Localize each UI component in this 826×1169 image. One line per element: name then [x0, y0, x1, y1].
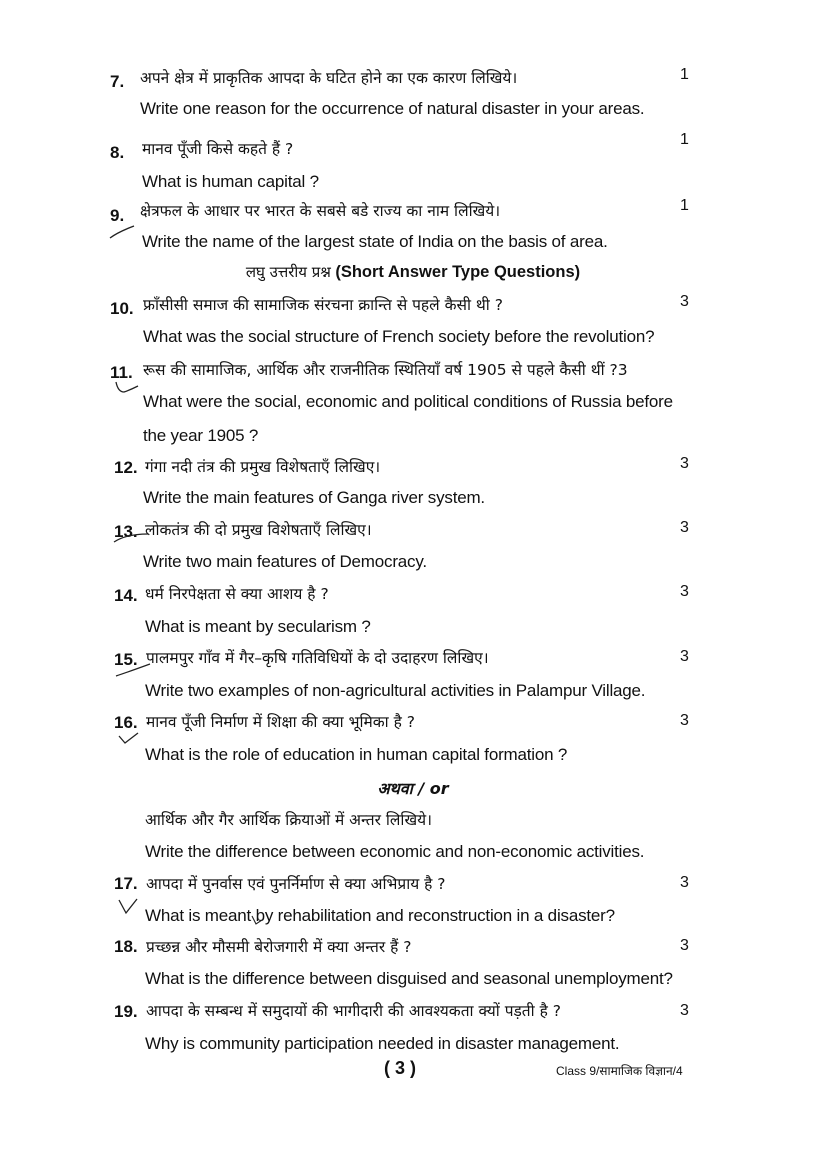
check-mark-icon [116, 730, 142, 748]
question-marks: 3 [680, 583, 689, 600]
question-english: Write two examples of non-agricultural activities in Palampur Village. [145, 681, 646, 700]
question-english: Write the main features of Ganga river system. [143, 488, 485, 507]
question-hindi: क्षेत्रफल के आधार पर भारत के सबसे बडे राज्य का नाम लिखिये। [140, 202, 501, 220]
or-question-hindi: आर्थिक और गैर आर्थिक क्रियाओं में अन्तर लिखिये। [145, 811, 432, 829]
check-mark-icon [116, 896, 140, 918]
question-english: What were the social, economic and political conditions of Russia before [143, 392, 673, 411]
question-marks: 3 [680, 1002, 689, 1019]
question-marks: 3 [680, 648, 689, 665]
or-label: अथवा / or [377, 779, 449, 798]
question-hindi: मानव पूँजी किसे कहते हैं ? [142, 140, 294, 158]
question-hindi: गंगा नदी तंत्र की प्रमुख विशेषताएँ लिखिए। [145, 458, 381, 476]
pen-mark-icon [112, 376, 142, 398]
question-number: 16. [114, 713, 138, 732]
question-hindi: लोकतंत्र की दो प्रमुख विशेषताएँ लिखिए। [145, 521, 372, 539]
pen-mark-icon [250, 914, 266, 926]
question-number: 18. [114, 937, 138, 956]
question-english: What is the difference between disguised and seasonal unemployment? [145, 969, 673, 988]
question-english: Write one reason for the occurrence of natural disaster in your areas. [140, 99, 645, 118]
question-number: 17. [114, 874, 138, 893]
question-number: 10. [110, 299, 134, 318]
question-marks: 3 [680, 293, 689, 310]
question-english: What was the social structure of French society before the revolution? [143, 327, 655, 346]
question-english: Write the name of the largest state of India on the basis of area. [142, 232, 608, 251]
question-hindi: अपने क्षेत्र में प्राकृतिक आपदा के घटित होने का एक कारण लिखिये। [140, 69, 518, 87]
question-number: 14. [114, 586, 138, 605]
question-number: 15. [114, 650, 138, 669]
question-marks: 3 [680, 874, 689, 891]
question-english: What is the role of education in human capital formation ? [145, 745, 568, 764]
pen-mark-icon [108, 222, 138, 242]
question-english: What is meant by rehabilitation and reconstruction in a disaster? [145, 906, 615, 925]
question-marks: 3 [680, 519, 689, 536]
page-number: ( 3 ) [384, 1058, 417, 1078]
question-hindi: धर्म निरपेक्षता से क्या आशय है ? [145, 585, 329, 603]
question-marks: 3 [680, 937, 689, 954]
pen-mark-icon [112, 528, 152, 548]
question-hindi: पालमपुर गाँव में गैर–कृषि गतिविधियों के दो उदाहरण लिखिए। [146, 649, 489, 667]
question-marks: 3 [680, 712, 689, 729]
question-english-continued: the year 1905 ? [143, 426, 259, 445]
question-english: Why is community participation needed in disaster management. [145, 1034, 620, 1053]
question-hindi: आपदा में पुनर्वास एवं पुनर्निर्माण से क्या अभिप्राय है ? [146, 875, 446, 893]
question-hindi: फ्राँसीसी समाज की सामाजिक संरचना क्रान्ति से पहले कैसी थी ? [143, 296, 503, 314]
question-number: 9. [110, 206, 125, 225]
question-english: What is human capital ? [142, 172, 319, 191]
question-marks: 1 [680, 66, 689, 83]
question-number: 8. [110, 143, 125, 162]
question-marks: 1 [680, 131, 689, 148]
question-number: 19. [114, 1002, 138, 1021]
question-english: Write two main features of Democracy. [143, 552, 427, 571]
question-number: 7. [110, 72, 125, 91]
section-heading [0, 262, 826, 282]
question-number: 11. [110, 363, 133, 382]
question-hindi: प्रच्छन्न और मौसमी बेरोजगारी में क्या अन्तर हैं ? [146, 938, 412, 956]
section-heading-english: (Short Answer Type Questions) [335, 263, 581, 281]
question-marks: 3 [680, 455, 689, 472]
pen-mark-icon [112, 660, 152, 682]
question-hindi: आपदा के सम्बन्ध में समुदायों की भागीदारी की आवश्यकता क्यों पड़ती है ? [146, 1002, 561, 1020]
question-marks: 1 [680, 197, 689, 214]
section-heading-hindi: लघु उत्तरीय प्रश्न [245, 263, 331, 281]
or-question-english: Write the difference between economic and non-economic activities. [145, 842, 645, 861]
question-hindi: रूस की सामाजिक, आर्थिक और राजनीतिक स्थितियाँ वर्ष 1905 से पहले कैसी थीं ?3 [143, 361, 628, 379]
question-english: What is meant by secularism ? [145, 617, 371, 636]
class-label: Class 9/सामाजिक विज्ञान/4 [556, 1064, 683, 1078]
question-hindi: मानव पूँजी निर्माण में शिक्षा की क्या भूमिका है ? [146, 713, 415, 731]
question-number: 12. [114, 458, 138, 477]
question-number: 13. [114, 522, 138, 541]
